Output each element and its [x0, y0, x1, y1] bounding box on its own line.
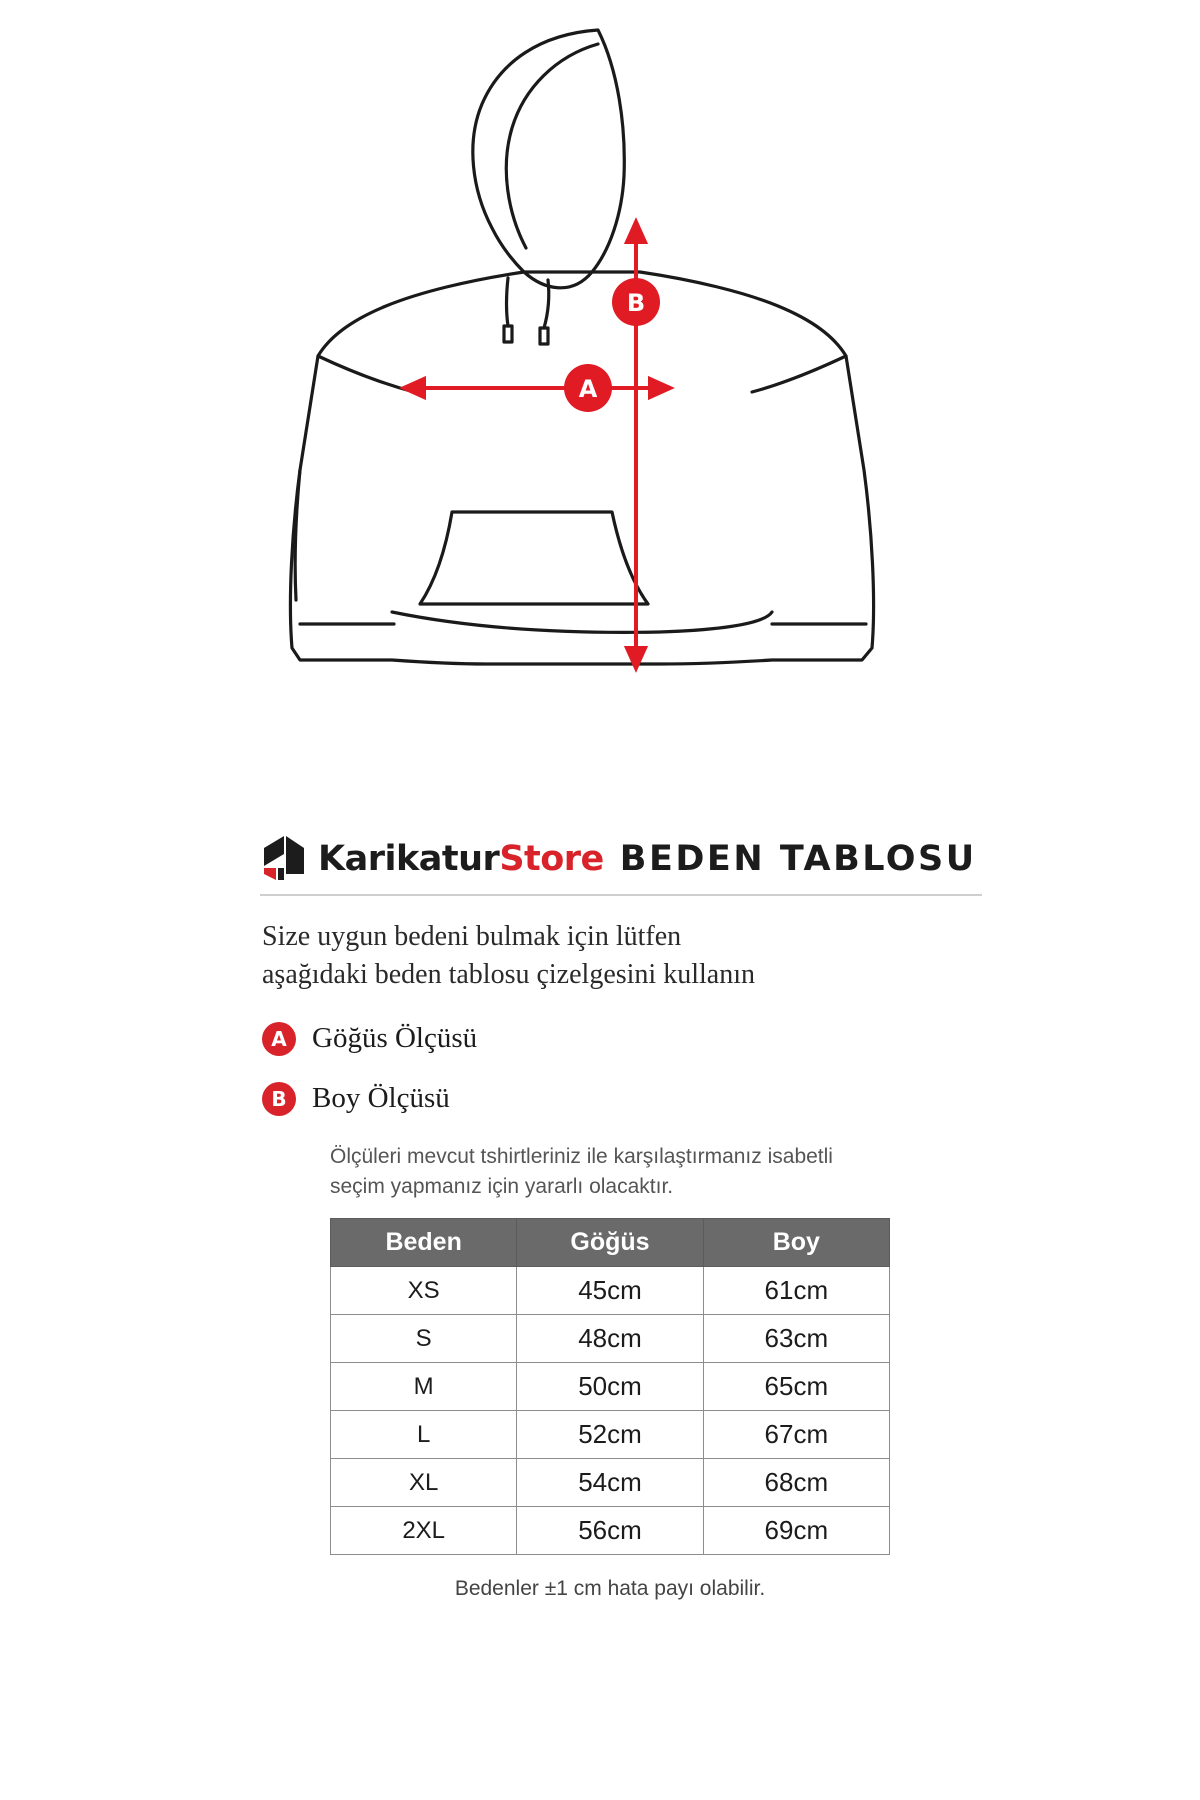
- column-header-length: Boy: [703, 1219, 889, 1267]
- badge-a-icon: A: [262, 1022, 296, 1056]
- page-title: BEDEN TABLOSU: [619, 839, 977, 879]
- table-row: [331, 1315, 890, 1363]
- legend-item-b: [262, 1082, 1200, 1116]
- intro-line-2: aşağıdaki beden tablosu çizelgesini kullanın: [262, 958, 755, 990]
- cell-chest: 48cm: [517, 1315, 703, 1363]
- cell-length: 69cm: [703, 1507, 889, 1555]
- note-line-2: seçim yapmanız için yararlı olacaktır.: [330, 1175, 674, 1199]
- size-table: [330, 1218, 890, 1555]
- brand-name-first: Karikatur: [318, 839, 500, 879]
- brand-header: [258, 828, 1200, 890]
- table-row: [331, 1459, 890, 1507]
- cell-chest: 50cm: [517, 1363, 703, 1411]
- brand-name-second: Store: [499, 839, 604, 879]
- cell-size: M: [331, 1363, 517, 1411]
- intro-line-1: Size uygun bedeni bulmak için lütfen: [262, 921, 682, 952]
- divider: [260, 894, 982, 896]
- cell-size: 2XL: [331, 1507, 517, 1555]
- legend-label-b: Boy Ölçüsü: [312, 1082, 450, 1115]
- table-row: [331, 1411, 890, 1459]
- brand-cube-icon: [258, 834, 310, 884]
- cell-size: XL: [331, 1459, 517, 1507]
- cell-length: 68cm: [703, 1459, 889, 1507]
- table-row: [331, 1267, 890, 1315]
- cell-size: L: [331, 1411, 517, 1459]
- table-row: [331, 1507, 890, 1555]
- svg-text:B: B: [626, 289, 646, 317]
- cell-chest: 45cm: [517, 1267, 703, 1315]
- diagram-marker-a: [564, 364, 612, 412]
- cell-length: 63cm: [703, 1315, 889, 1363]
- legend: [262, 1022, 1200, 1116]
- cell-chest: 54cm: [517, 1459, 703, 1507]
- cell-size: XS: [331, 1267, 517, 1315]
- legend-label-a: Göğüs Ölçüsü: [312, 1022, 478, 1055]
- legend-item-a: [262, 1022, 1200, 1056]
- diagram-marker-b: [612, 278, 660, 326]
- cell-chest: 52cm: [517, 1411, 703, 1459]
- intro-text: [262, 918, 1022, 994]
- cell-size: S: [331, 1315, 517, 1363]
- info-section: [0, 790, 1200, 1601]
- table-row: [331, 1363, 890, 1411]
- tolerance-note: Bedenler ±1 cm hata payı olabilir.: [454, 1577, 766, 1601]
- column-header-chest: Göğüs: [517, 1219, 703, 1267]
- badge-b-icon: B: [262, 1082, 296, 1116]
- cell-chest: 56cm: [517, 1507, 703, 1555]
- table-header-row: [331, 1219, 890, 1267]
- cell-length: 65cm: [703, 1363, 889, 1411]
- hoodie-diagram: [0, 0, 1200, 790]
- cell-length: 61cm: [703, 1267, 889, 1315]
- column-header-size: Beden: [331, 1219, 517, 1267]
- comparison-note: [330, 1142, 990, 1203]
- cell-length: 67cm: [703, 1411, 889, 1459]
- size-table-wrapper: [330, 1218, 890, 1555]
- brand-name: [318, 839, 604, 879]
- svg-text:A: A: [578, 375, 598, 403]
- note-line-1: Ölçüleri mevcut tshirtleriniz ile karşılaştırmanız isabetli: [330, 1144, 833, 1168]
